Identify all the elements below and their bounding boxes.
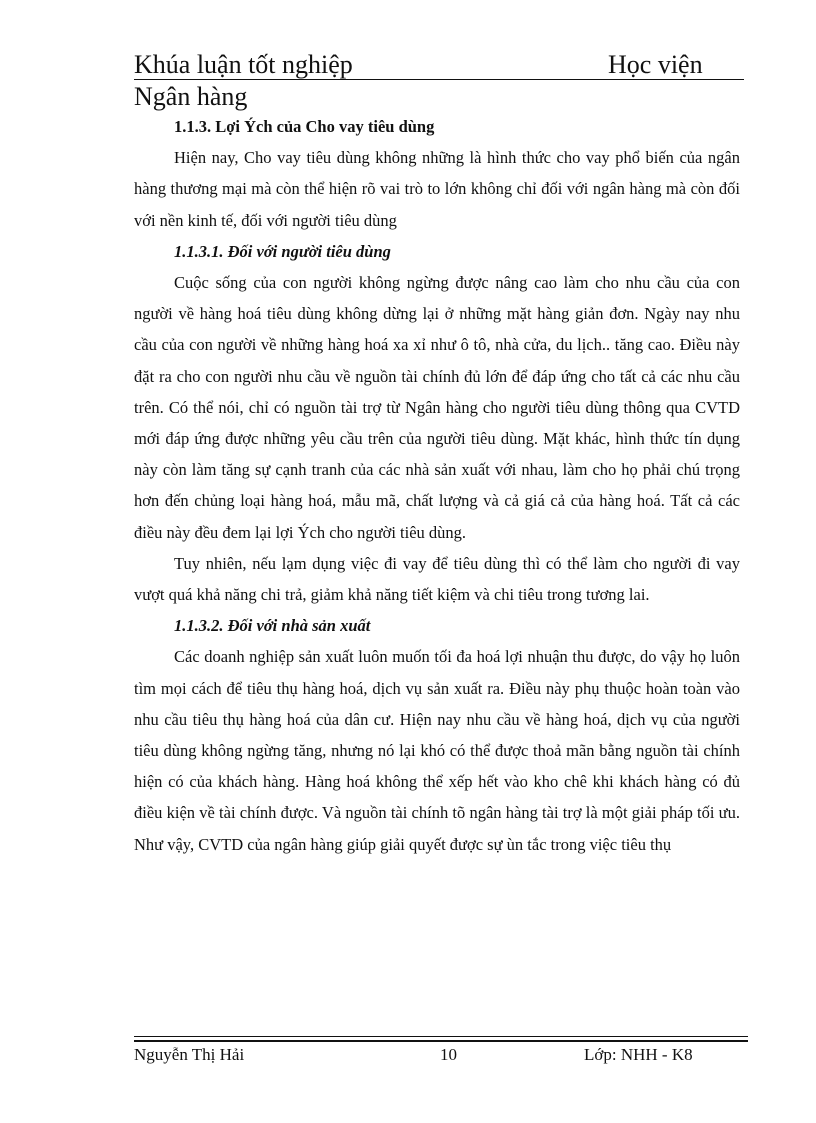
footer-rule-thick: [134, 1040, 748, 1042]
subsection-1-paragraph-1: Cuộc sống của con người không ngừng được nâng cao làm cho nhu cầu của con người về hàng hoá tiêu dùng không dừng lại ở những mặt hàng giản đơn. Ngày nay nhu cầu của con người về những hàng hoá xa xỉ như ô tô, nhà cửa, du lịch.. tăng cao. Điều này đặt ra cho con người nhu cầu về nguồn tài chính đủ lớn để đáp ứng cho tất cả các nhu cầu trên. Có thể nói, chỉ có nguồn tài trợ từ Ngân hàng cho người tiêu dùng thông qua CVTD mới đáp ứng được những yêu cầu trên của người tiêu dùng. Mặt khác, hình thức tín dụng này còn làm tăng sự cạnh tranh của các nhà sản xuất với nhau, làm cho họ phải chú trọng hơn đến chủng loại hàng hoá, mẫu mã, chất lượng và cả giá cả của hàng hoá. Tất cả các điều này đều đem lại lợi Ých cho người tiêu dùng.: [134, 273, 740, 542]
footer-rule-thin: [134, 1036, 748, 1037]
header-underline: [134, 79, 744, 80]
page-header: [134, 50, 748, 111]
section-heading: 1.1.3. Lợi Ých của Cho vay tiêu dùng: [174, 117, 435, 136]
page-body: [134, 111, 740, 860]
subsection-2-paragraph-1: Các doanh nghiệp sản xuất luôn muốn tối đa hoá lợi nhuận thu được, do vậy họ luôn tìm mọi cách để tiêu thụ hàng hoá, dịch vụ sản xuất ra. Điều này phụ thuộc hoàn toàn vào nhu cầu tiêu thụ hàng hoá của dân cư. Hiện nay nhu cầu về hàng hoá, dịch vụ của người tiêu dùng không ngừng tăng, nhưng nó lại khó có thể được thoả mãn bằng nguồn tài chính hiện có của khách hàng. Hàng hoá không thể xếp hết vào kho chê khi khách hàng có đủ điều kiện về tài chính được. Và nguồn tài chính tõ ngân hàng tài trợ là một giải pháp tối ưu. Như vậy, CVTD của ngân hàng giúp giải quyết được sự ùn tắc trong việc tiêu thụ: [134, 647, 740, 854]
header-first-line: [134, 50, 748, 80]
header-second-line: Ngân hàng: [134, 82, 248, 111]
footer-author: Nguyễn Thị Hải: [134, 1045, 245, 1064]
subsection-2-heading: 1.1.3.2. Đối với nhà sản xuất: [174, 616, 371, 636]
subsection-1-paragraph-2: Tuy nhiên, nếu lạm dụng việc đi vay để tiêu dùng thì có thể làm cho người đi vay vượt quá khả năng chi trả, giảm khả năng tiết kiệm và chi tiêu trong tương lai.: [134, 553, 740, 605]
page-footer: [134, 1043, 748, 1067]
subsection-1-heading: 1.1.3.1. Đối với người tiêu dùng: [174, 241, 391, 261]
header-right-title: Học viện: [608, 50, 703, 79]
footer-page-number: 10: [440, 1045, 457, 1064]
intro-paragraph: Hiện nay, Cho vay tiêu dùng không những là hình thức cho vay phổ biến của ngân hàng thương mại mà còn thể hiện rõ vai trò to lớn không chỉ đối với ngân hàng mà còn đối với nền kinh tế, đối với người tiêu dùng: [134, 148, 740, 230]
header-left-title: Khúa luận tốt nghiệp: [134, 50, 353, 79]
footer-class-label: Lớp: NHH - K8: [584, 1045, 693, 1064]
